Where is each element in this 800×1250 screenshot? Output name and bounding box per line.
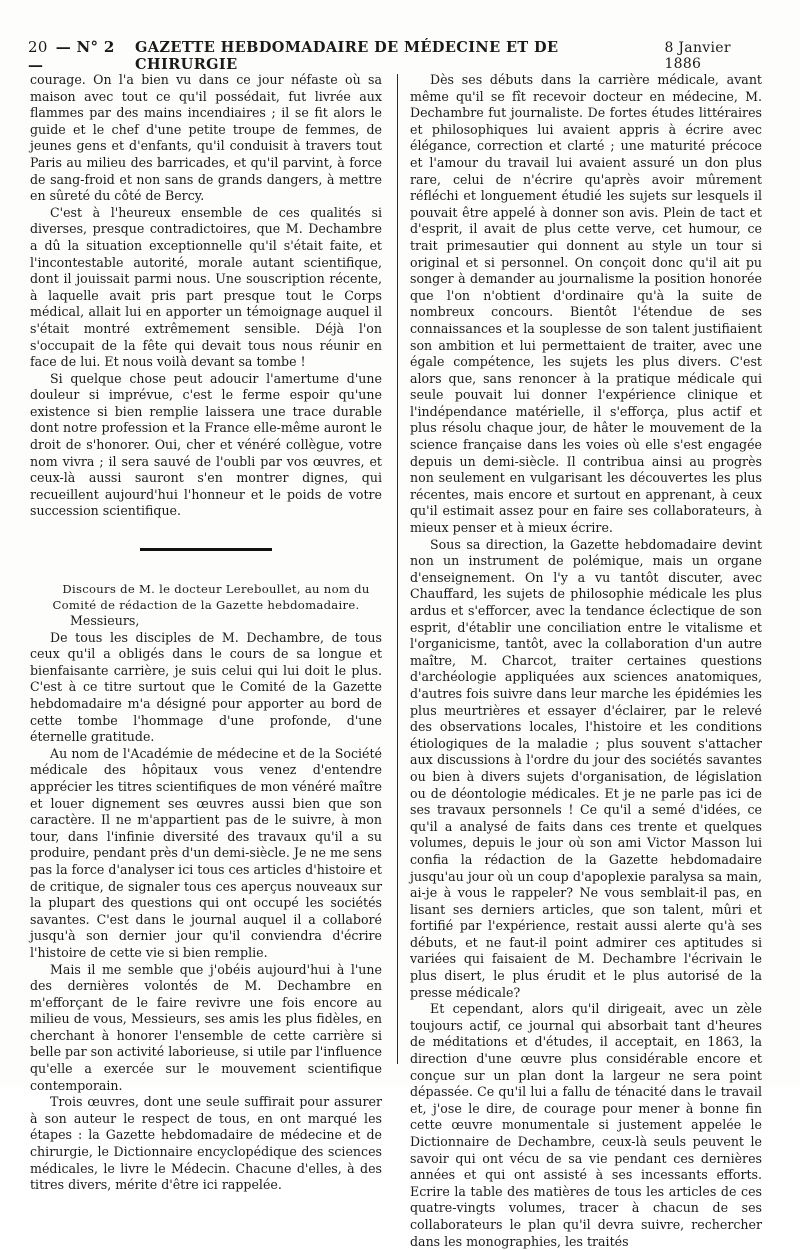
paragraph: courage. On l'a bien vu dans ce jour néfaste où sa maison avec tout ce qu'il possédait, fut livrée aux flammes par des mains incendiaires ; il se fit alors le guide et le chef d'une petite troupe de femmes, de jeunes gens et d'enfants, qu'il conduisit à travers tout Paris au milieu des barricades, et qu'il parvint, à force de sang-froid et non sans de grands dangers, à mettre en sûreté du côté de Bercy. xyxy=(30,72,382,204)
paragraph: Si quelque chose peut adoucir l'amertume d'une douleur si imprévue, c'est le ferme espoir qu'une existence si bien remplie laissera une trace durable dont notre profession et la France elle-même auront le droit de s'honorer. Oui, cher et vénéré collègue, votre nom vivra ; il sera sauvé de l'oubli par vos œuvres, et ceux-là aussi sauront s'en montrer dignes, qui recueillent aujourd'hui l'honneur et le poids de votre succession scientifique. xyxy=(30,370,382,519)
paragraph: Au nom de l'Académie de médecine et de la Société médicale des hôpitaux vous venez d'entendre apprécier les titres scientifiques de mon vénéré maître et louer dignement ses œuvres aussi bien que son caractère. Il ne m'appartient pas de le suivre, à mon tour, dans l'infinie diversité des travaux qu'il a su produire, pendant près d'un demi-siècle. Je ne me sens pas la force d'analyser ici tous ces articles d'histoire et de critique, de signaler tous ces aperçus nouveaux sur la plupart des questions qui ont occupé les sociétés savantes. C'est dans le journal auquel il a collaboré jusqu'à son dernier jour qu'il conviendra d'écrire l'histoire de cette vie si bien remplie. xyxy=(30,745,382,960)
left-column xyxy=(30,72,382,1193)
page-header xyxy=(28,38,772,74)
speech-title: Discours de M. le docteur Lereboullet, au nom du Comité de rédaction de la Gazette hebdomadaire. xyxy=(52,582,370,613)
paragraph: Dès ses débuts dans la carrière médicale, avant même qu'il se fît recevoir docteur en médecine, M. Dechambre fut journaliste. De fortes études littéraires et philosophiques lui avaient appris à écrire avec élégance, correction et clarté ; une maturité précoce et l'amour du travail lui avaient assuré un don plus rare, celui de n'écrire qu'après avoir mûrement réfléchi et longuement étudié les sujets sur lesquels il pouvait être appelé à donner son avis. Plein de tact et d'esprit, il avait de plus cette verve, cet humour, ce trait primesautier qui donnent au style un tour si original et si personnel. On conçoit donc qu'il ait pu songer à demander au journalisme la position honorée que l'on n'obtient d'ordinaire qu'à la suite de nombreux concours. Bientôt l'étendue de ses connaissances et la souplesse de son talent justifiaient son ambition et lui permettaient de traiter, avec une égale compétence, les sujets les plus divers. C'est alors que, sans renoncer à la pratique médicale qui seule pouvait lui donner l'expérience clinique et l'indépendance matérielle, il s'efforça, plus actif et plus résolu chaque jour, de hâter le mouvement de la science française dans les voies où elle s'est engagée depuis un demi-siècle. Il contribua ainsi au progrès non seulement en vulgarisant les découvertes les plus récentes, mais encore et surtout en apprenant, à ceux qu'il estimait assez pour en faire ses collaborateurs, à mieux penser et à mieux écrire. xyxy=(410,72,762,536)
paragraph: C'est à l'heureux ensemble de ces qualités si diverses, presque contradictoires, que M. Dechambre a dû la situation exceptionnelle qu'il s'était faite, et l'incontestable autorité, morale autant scientifique, dont il jouissait parmi nous. Une souscription récente, à laquelle avait pris part presque tout le Corps médical, allait lui en apporter un témoignage auquel il s'était montré extrêmement sensible. Déjà l'on s'occupait de la fête qui devait tous nous réunir en face de lui. Et nous voilà devant sa tombe ! xyxy=(30,204,382,370)
issue-date: 8 Janvier 1886 xyxy=(664,40,731,72)
journal-title: GAZETTE HEBDOMADAIRE DE MÉDECINE ET DE CHIRURGIE xyxy=(134,39,559,73)
issue-number: — N° 2 — xyxy=(28,38,115,74)
page-header-left xyxy=(28,38,135,74)
section-divider xyxy=(140,548,272,551)
paragraph: Et cependant, alors qu'il dirigeait, avec un zèle toujours actif, ce journal qui absorbait tant d'heures de méditations et d'études, il acceptait, en 1863, la direction d'une œuvre plus considérable encore et conçue sur un plan dont la largeur ne sera point dépassée. Ce qu'il lui a fallu de ténacité dans le travail et, j'ose le dire, de courage pour mener à bonne fin cette œuvre monumentale si justement appelée le Dictionnaire de Dechambre, ceux-là seuls peuvent le savoir qui ont vécu de sa vie pendant ces dernières années et qui ont assisté à ses incessants efforts. Ecrire la table des matières de tous les articles de ces quatre-vingts volumes, tracer à chacun de ses collaborateurs le plan qu'il devra suivre, rechercher dans les monographies, les traités xyxy=(410,1001,762,1249)
page-number: 20 xyxy=(28,38,48,56)
salutation: Messieurs, xyxy=(70,613,140,629)
paragraph: Trois œuvres, dont une seule suffirait pour assurer à son auteur le respect de tous, en ont marqué les étapes : la Gazette hebdomadaire de médecine et de chirurgie, le Dictionnaire encyclopédique des sciences médicales, le livre le Médecin. Chacune d'elles, à des titres divers, mérite d'être ici rappelée. xyxy=(30,1094,382,1193)
right-column xyxy=(410,72,762,1249)
paragraph: Sous sa direction, la Gazette hebdomadaire devint non un instrument de polémique, mais un organe d'enseignement. On l'y a vu tantôt discuter, avec Chauffard, les sujets de philosophie médicale les plus ardus et s'efforcer, avec la tendance éclectique de son esprit, d'établir une conciliation entre le vitalisme et l'organicisme, tantôt, avec la collaboration d'un autre maître, M. Charcot, traiter certaines questions d'archéologie appliquées aux sciences anatomiques, d'autres fois suivre dans leur marche les épidémies les plus meurtrières et essayer d'éclairer, par le relevé des observations locales, l'histoire et les conditions étiologiques de la maladie ; plus souvent s'attacher aux discussions à l'ordre du jour des sociétés savantes ou bien à divers sujets d'organisation, de législation ou de déontologie médicales. Et je ne parle pas ici de ses travaux personnels ! Ce qu'il a semé d'idées, ce qu'il a analysé de faits dans ces trente et quelques volumes, depuis le jour où son ami Victor Masson lui confia la rédaction de la Gazette hebdomadaire jusqu'au jour où un coup d'apoplexie paralysa sa main, ai-je à vous le rappeler? Ne vous semblait-il pas, en lisant ses derniers articles, que son talent, mûri et fortifié par l'expérience, restait aussi alerte qu'à ses débuts, et ne faut-il point admirer ces aptitudes si variées qui faisaient de M. Dechambre l'écrivain le plus disert, le plus érudit et le plus autorisé de la presse médicale? xyxy=(410,536,762,1000)
paragraph: Mais il me semble que j'obéis aujourd'hui à l'une des dernières volontés de M. Dechambre en m'efforçant de le faire revivre une fois encore au milieu de vous, Messieurs, ses amis les plus fidèles, en cherchant à honorer l'ensemble de cette carrière si belle par son activité laborieuse, si utile par l'influence qu'elle a exercée sur le mouvement scientifique contemporain. xyxy=(30,961,382,1093)
paragraph: De tous les disciples de M. Dechambre, de tous ceux qu'il a obligés dans le cours de sa longue et bienfaisante carrière, je suis celui qui lui doit le plus. C'est à ce titre surtout que le Comité de la Gazette hebdomadaire m'a désigné pour apporter au bord de cette tombe l'hommage d'une profonde, d'une éternelle gratitude. xyxy=(30,629,382,745)
column-divider xyxy=(397,74,398,1064)
